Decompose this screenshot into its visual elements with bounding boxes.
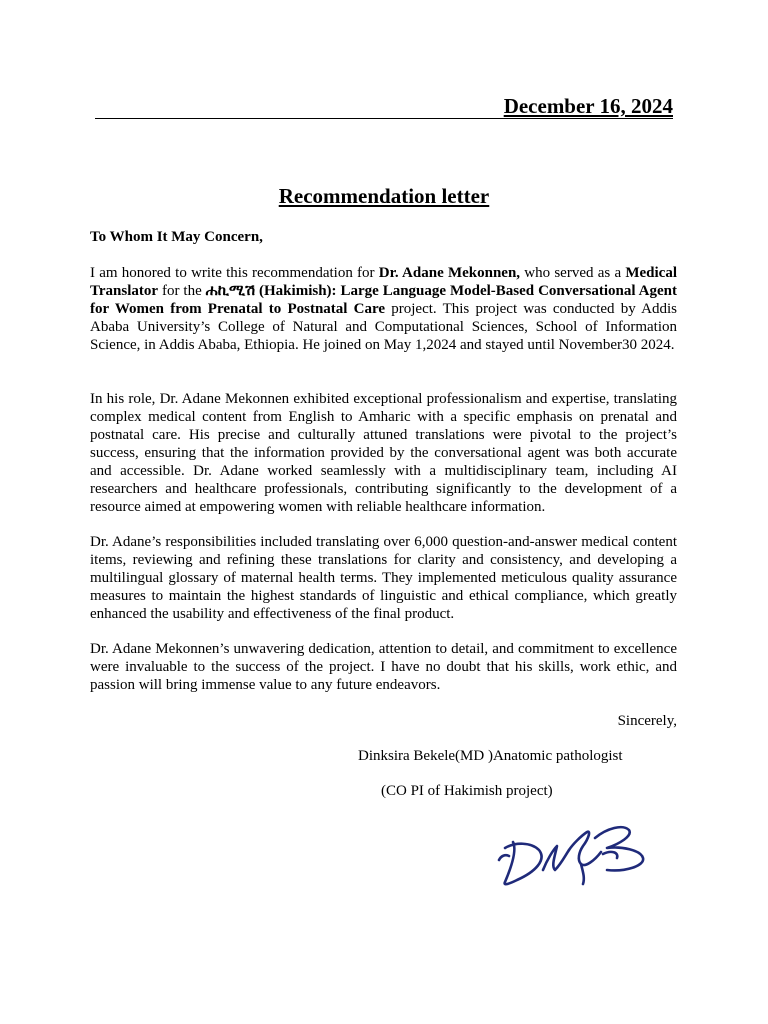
handwritten-signature	[495, 820, 655, 895]
closing: Sincerely,	[617, 713, 677, 729]
date-line	[95, 92, 673, 119]
intro-text-2: who served as a	[520, 265, 626, 281]
intro-text-1: I am honored to write this recommendation for	[90, 265, 379, 281]
signer-name: Dinksira Bekele(MD )Anatomic pathologist	[358, 748, 623, 764]
intro-text-4: project. This project was conducted by Addis Ababa University’s College of Natural and Computational Sciences, School of Information Science, in Addis Ababa, Ethiopia. He joined on May 1,2024 and stayed until November30 2024.	[90, 301, 677, 353]
salutation: To Whom It May Concern,	[90, 229, 263, 245]
signer-role: (CO PI of Hakimish project)	[381, 783, 553, 799]
letter-date: December 16, 2024	[503, 94, 673, 118]
paragraph-role: In his role, Dr. Adane Mekonnen exhibited exceptional professionalism and expertise, translating complex medical content from English to Amharic with a specific emphasis on prenatal and postnatal care. His precise and culturally attuned translations were pivotal to the project’s success, ensuring that the information provided by the conversational agent was both accurate and accessible. Dr. Adane worked seamlessly with a multidisciplinary team, including AI researchers and healthcare professionals, contributing significantly to the development of a resource aimed at empowering women with reliable healthcare information.	[90, 391, 677, 515]
paragraph-conclusion: Dr. Adane Mekonnen’s unwavering dedication, attention to detail, and commitment to excellence were invaluable to the success of the project. I have no doubt that his skills, work ethic, and passion will bring immense value to any future endeavors.	[90, 641, 677, 693]
project-name: ሐኪሚሽ (Hakimish): Large Language Model-Based Conversational Agent for Women from Prenatal to Postnatal Care	[90, 283, 677, 317]
paragraph-responsibilities: Dr. Adane’s responsibilities included translating over 6,000 question-and-answer medical content items, reviewing and refining these translations for clarity and consistency, and developing a multilingual glossary of maternal health terms. They implemented meticulous quality assurance measures to maintain the highest standards of linguistic and ethical compliance, which greatly enhanced the usability and effectiveness of the final product.	[90, 534, 677, 622]
recommendee-name: Dr. Adane Mekonnen,	[378, 265, 521, 281]
intro-text-3: for the	[158, 283, 206, 299]
paragraph-intro	[90, 264, 677, 354]
letter-title: Recommendation letter	[278, 184, 490, 208]
recommendee-role: Medical Translator	[90, 265, 677, 299]
